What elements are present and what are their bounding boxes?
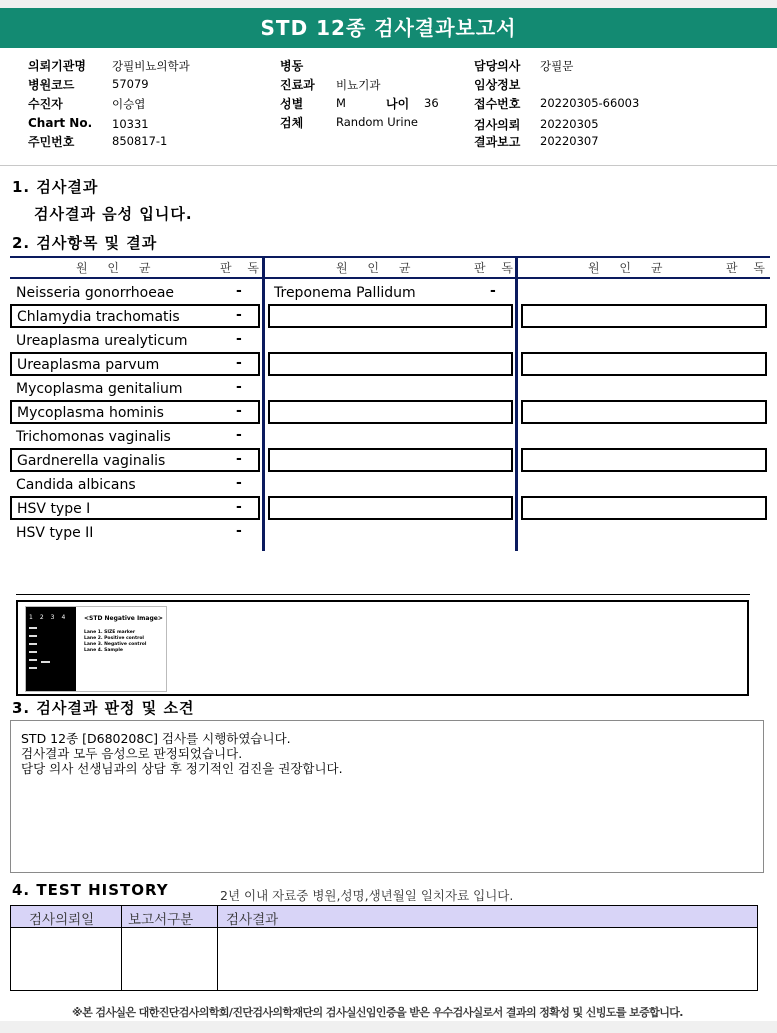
patient-value: 이승엽: [112, 97, 146, 111]
gel-band: [29, 651, 37, 653]
doctor-value: 강필문: [540, 59, 574, 73]
chart-value: 10331: [112, 117, 149, 131]
empty-cell: [268, 304, 513, 328]
gel-legend-item: Lane 4. Sample: [84, 648, 123, 653]
hospital-code-label: 병원코드: [28, 78, 75, 92]
pathogen-name: Mycoplasma hominis: [17, 405, 164, 421]
pathogen-result: -: [236, 283, 242, 299]
specimen-label: 검체: [280, 116, 304, 130]
chart-label: Chart No.: [28, 116, 93, 130]
pathogen-result: -: [236, 307, 242, 323]
clinical-label: 임상정보: [474, 78, 521, 92]
pathogen-name: Trichomonas vaginalis: [16, 429, 171, 445]
pathogen-result: -: [236, 499, 242, 515]
sex-value: M: [336, 96, 346, 110]
pathogen-name: Neisseria gonorrhoeae: [16, 285, 175, 301]
resident-label: 주민번호: [28, 135, 75, 149]
pathogen-name: Ureaplasma urealyticum: [16, 333, 188, 349]
hospital-code-value: 57079: [112, 77, 149, 91]
doctor-label: 담당의사: [474, 59, 521, 73]
pathogen-row: [10, 496, 260, 520]
gel-lane-number: 1: [29, 614, 40, 621]
history-col-divider: [121, 906, 122, 990]
gel-title: <STD Negative Image>: [84, 615, 163, 622]
empty-cell: [521, 304, 767, 328]
table-header-rule: [10, 277, 770, 279]
bottom-edge: [0, 1021, 777, 1033]
pathogen-name: Treponema Pallidum: [274, 285, 416, 301]
opinion-line: 담당 의사 선생님과의 상담 후 정기적인 검진을 권장합니다.: [21, 761, 343, 776]
report-value: 20220307: [540, 134, 599, 148]
top-edge: [0, 0, 777, 8]
gel-band: [41, 661, 50, 663]
history-col-report-type: 보고서구분: [128, 912, 194, 928]
age-value: 36: [424, 96, 439, 110]
resident-value: 850817-1: [112, 134, 168, 148]
history-note: 2년 이내 자료중 병원,성명,생년월일 일치자료 입니다.: [220, 888, 514, 903]
gel-top-rule: [16, 594, 750, 595]
empty-cell: [268, 496, 513, 520]
section1-heading: 1. 검사결과: [12, 178, 99, 196]
section3-heading: 3. 검사결과 판정 및 소견: [12, 699, 195, 717]
history-col-divider: [217, 906, 218, 990]
institution-label: 의뢰기관명: [28, 59, 86, 73]
empty-cell: [521, 448, 767, 472]
history-col-request-date: 검사의뢰일: [29, 912, 95, 928]
empty-cell: [521, 352, 767, 376]
institution-value: 강필비뇨의학과: [112, 59, 190, 73]
history-col-result: 검사결과: [226, 912, 279, 928]
empty-cell: [268, 400, 513, 424]
pathogen-result: -: [236, 475, 242, 491]
pathogen-row: [10, 522, 260, 544]
pathogen-row: [10, 378, 260, 400]
empty-cell: [268, 352, 513, 376]
empty-cell: [521, 496, 767, 520]
empty-cell: [268, 448, 513, 472]
gel-legend: [84, 630, 146, 654]
pathogen-row: [10, 330, 260, 352]
request-label: 검사의뢰: [474, 118, 521, 132]
pathogen-result: -: [236, 379, 242, 395]
pathogen-row: [10, 352, 260, 376]
gel-legend-item: Lane 2. Positive control: [84, 636, 144, 641]
pathogen-name: HSV type I: [17, 501, 91, 517]
pathogen-row: [10, 282, 260, 304]
pathogen-result: -: [236, 403, 242, 419]
sex-label: 성별: [280, 97, 304, 111]
gel-band: [29, 635, 37, 637]
history-header-row: [11, 906, 757, 928]
col3-judgement-header: 판 독: [726, 261, 771, 275]
section2-heading: 2. 검사항목 및 결과: [12, 234, 158, 252]
table-col-divider-2: [515, 256, 518, 551]
gel-lane-number: 4: [61, 614, 73, 621]
col3-pathogen-header: 원 인 균: [588, 261, 671, 275]
gel-lane-numbers: [29, 614, 72, 621]
section1-summary: 검사결과 음성 입니다.: [34, 205, 193, 223]
opinion-textbox[interactable]: [10, 720, 764, 873]
pathogen-result: -: [236, 523, 242, 539]
receipt-label: 접수번호: [474, 97, 521, 111]
pathogen-row: [10, 426, 260, 448]
empty-cell: [521, 400, 767, 424]
gel-lane-number: 3: [50, 614, 62, 621]
col2-judgement-header: 판 독: [474, 261, 519, 275]
pathogen-result: -: [236, 451, 242, 467]
test-history-table: [10, 905, 758, 991]
pathogen-row: [10, 400, 260, 424]
patient-label: 수진자: [28, 97, 63, 111]
gel-electrophoresis-image: [25, 606, 167, 692]
pathogen-row: [10, 304, 260, 328]
gel-band: [29, 659, 37, 661]
pathogen-result: -: [236, 427, 242, 443]
pathogen-result: -: [236, 331, 242, 347]
header-divider: [0, 165, 777, 166]
col2-pathogen-header: 원 인 균: [336, 261, 419, 275]
gel-band: [29, 643, 37, 645]
request-value: 20220305: [540, 117, 599, 131]
dept-label: 진료과: [280, 78, 315, 92]
col1-judgement-header: 판 독: [220, 261, 265, 275]
pathogen-name: Ureaplasma parvum: [17, 357, 160, 373]
pathogen-name: HSV type II: [16, 525, 94, 541]
ward-label: 병동: [280, 59, 304, 73]
pathogen-row: [10, 474, 260, 496]
gel-lane-number: 2: [39, 614, 51, 621]
section4-heading: 4. TEST HISTORY: [12, 881, 169, 899]
gel-legend-item: Lane 1. SIZE marker: [84, 630, 136, 635]
opinion-line: 검사결과 모두 음성으로 판정되었습니다.: [21, 746, 243, 761]
gel-band: [29, 627, 37, 629]
table-top-rule: [10, 256, 770, 258]
col1-pathogen-header: 원 인 균: [76, 261, 159, 275]
pathogen-name: Candida albicans: [16, 477, 136, 493]
pathogen-name: Gardnerella vaginalis: [17, 453, 166, 469]
report-label: 결과보고: [474, 135, 521, 149]
certification-footer: ※본 검사실은 대한진단검사의학회/진단검사의학재단의 검사실신임인증을 받은 우수검사실로서 결과의 정확성 및 신빙도를 보증합니다.: [72, 1006, 683, 1019]
gel-band: [29, 667, 37, 669]
age-label: 나이: [386, 97, 410, 111]
pathogen-row: [268, 282, 513, 304]
receipt-value: 20220305-66003: [540, 96, 640, 110]
pathogen-result: -: [236, 355, 242, 371]
opinion-line: STD 12종 [D680208C] 검사를 시행하였습니다.: [21, 731, 291, 746]
dept-value: 비뇨기과: [336, 78, 381, 92]
pathogen-name: Mycoplasma genitalium: [16, 381, 183, 397]
specimen-value: Random Urine: [336, 115, 418, 129]
report-title: STD 12종 검사결과보고서: [0, 8, 777, 48]
pathogen-row: [10, 448, 260, 472]
gel-legend-item: Lane 3. Negative control: [84, 642, 147, 647]
pathogen-result: -: [490, 283, 496, 299]
table-col-divider-1: [262, 256, 265, 551]
pathogen-name: Chlamydia trachomatis: [17, 309, 180, 325]
